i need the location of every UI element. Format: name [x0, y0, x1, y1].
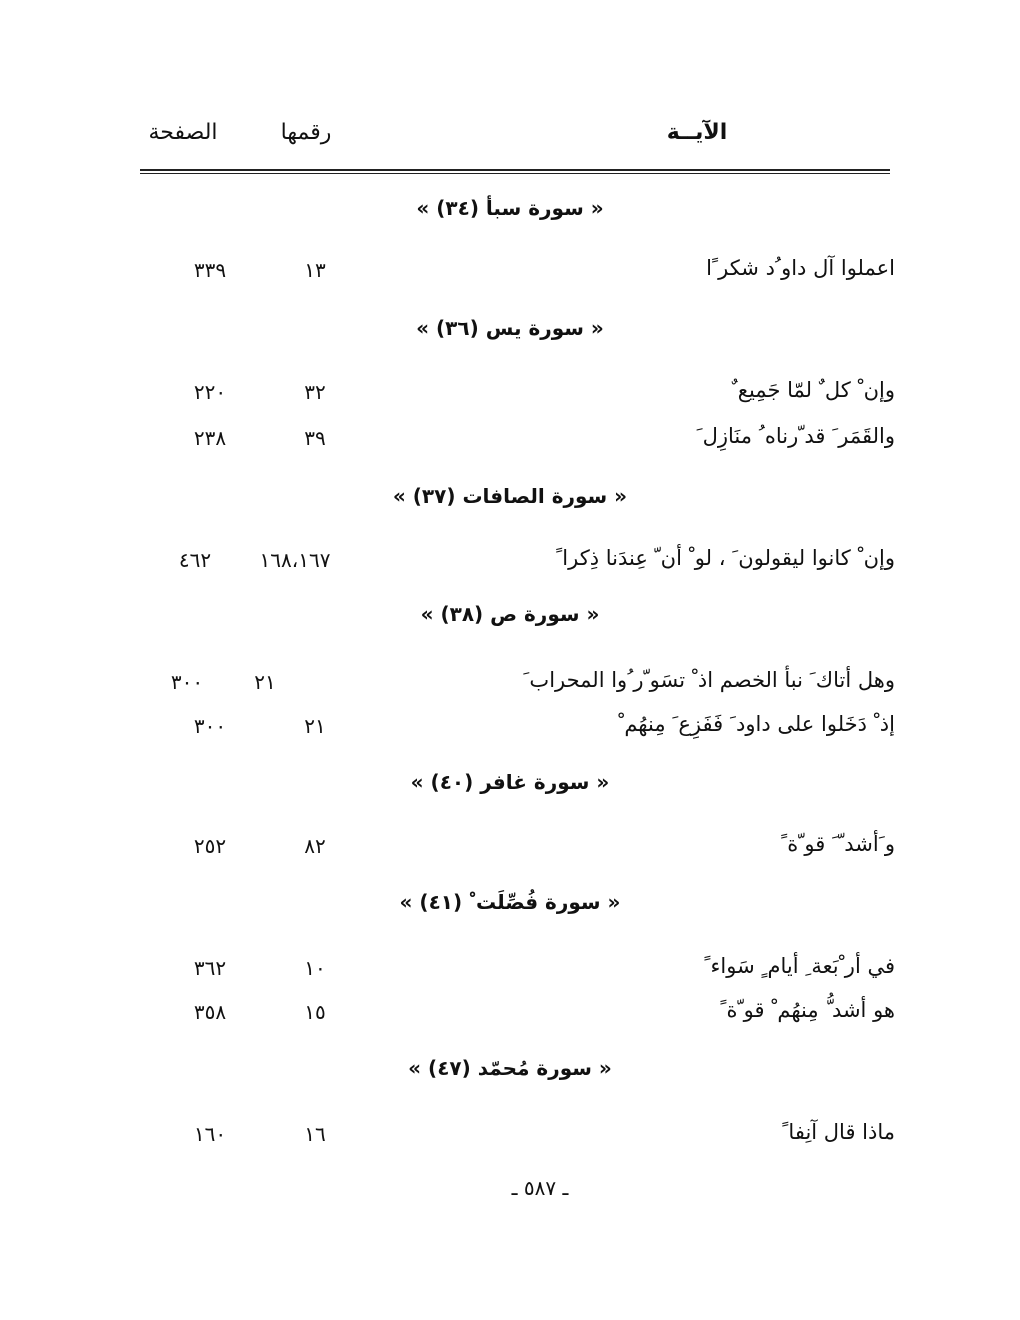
page-reference: ٢٥٢ [193, 834, 227, 858]
verse-text: والقَمَر َ قد ّرناه ُ منَازِل َ [696, 424, 895, 448]
verse-row [140, 712, 895, 746]
verse-text: إذ ْ دَخَلوا على داود َ فَفَزِع َ مِنهُم ْ [618, 712, 895, 736]
surah-heading: « سورة يس (٣٦) » [416, 316, 604, 340]
verse-text: و َأشد ّ َ قو ّة ً [781, 832, 895, 856]
column-header-number: رقمها [280, 120, 332, 145]
verse-text: اعملوا آل داو ُد شكر ًا [706, 256, 895, 280]
surah-heading: « سورة مُحمّد (٤٧) » [408, 1056, 612, 1080]
page-reference: ٤٦٢ [178, 548, 212, 572]
surah-heading: « سورة ص (٣٨) » [420, 602, 600, 626]
header-rule-thin [140, 173, 890, 174]
verse-number: ١٣ [304, 258, 326, 282]
verse-text: وإن ْ كل ٌ لمّا جَمِيع ٌ [731, 378, 895, 402]
verse-row [140, 378, 895, 412]
verse-number: ٢١ [254, 670, 276, 694]
surah-heading: « سورة سبأ (٣٤) » [416, 196, 604, 220]
verse-row [140, 832, 895, 866]
verse-row [140, 256, 895, 290]
surah-heading: « سورة غافر (٤٠) » [410, 770, 610, 794]
verse-row [140, 1120, 895, 1154]
verse-row [140, 998, 895, 1032]
verse-number: ١٠ [304, 956, 326, 980]
page-reference: ٣٦٢ [193, 956, 227, 980]
page-reference: ٣٠٠ [193, 714, 227, 738]
page-reference: ٣٠٠ [170, 670, 204, 694]
verse-number: ١٦ [304, 1122, 326, 1146]
verse-number: ٣٢ [304, 380, 326, 404]
surah-heading: « سورة الصافات (٣٧) » [392, 484, 628, 508]
column-header-verse: الآيــة [666, 120, 728, 145]
verse-text: هو أشد ُّ مِنهُم ْ قو ّة ً [720, 998, 895, 1022]
page-reference: ٢٢٠ [193, 380, 227, 404]
verse-number: ١٥ [304, 1000, 326, 1024]
verse-text: وإن ْ كانوا ليقولون َ ، لو ْ أن ّ عِندَنا ذِكرا ً [556, 546, 895, 570]
page-reference: ٢٣٨ [193, 426, 227, 450]
page-reference: ٣٣٩ [193, 258, 227, 282]
verse-row [140, 546, 895, 580]
page-number: ـ ٥٨٧ ـ [511, 1176, 569, 1200]
page-reference: ١٦٠ [193, 1122, 227, 1146]
verse-number: ٨٢ [304, 834, 326, 858]
surah-heading: « سورة فُصِّلَت ْ (٤١) » [399, 890, 621, 914]
page-reference: ٣٥٨ [193, 1000, 227, 1024]
header-rule [140, 169, 890, 171]
verse-row [140, 954, 895, 988]
verse-text: في أر ْبَعة ِ أيام ٍ سَواء ً [704, 954, 895, 978]
verse-text: وهل أتاك َ نبأ الخصم اذ ْ تسَو ّر ُوا المحراب َ [523, 668, 895, 692]
verse-number: ٣٩ [304, 426, 326, 450]
verse-row [140, 424, 895, 458]
verse-number: ١٦٨،١٦٧ [259, 548, 331, 572]
verse-text: ماذا قال آنِفا ً [782, 1120, 895, 1144]
verse-number: ٢١ [304, 714, 326, 738]
column-header-page: الصفحة [148, 120, 218, 145]
verse-row [140, 668, 895, 702]
